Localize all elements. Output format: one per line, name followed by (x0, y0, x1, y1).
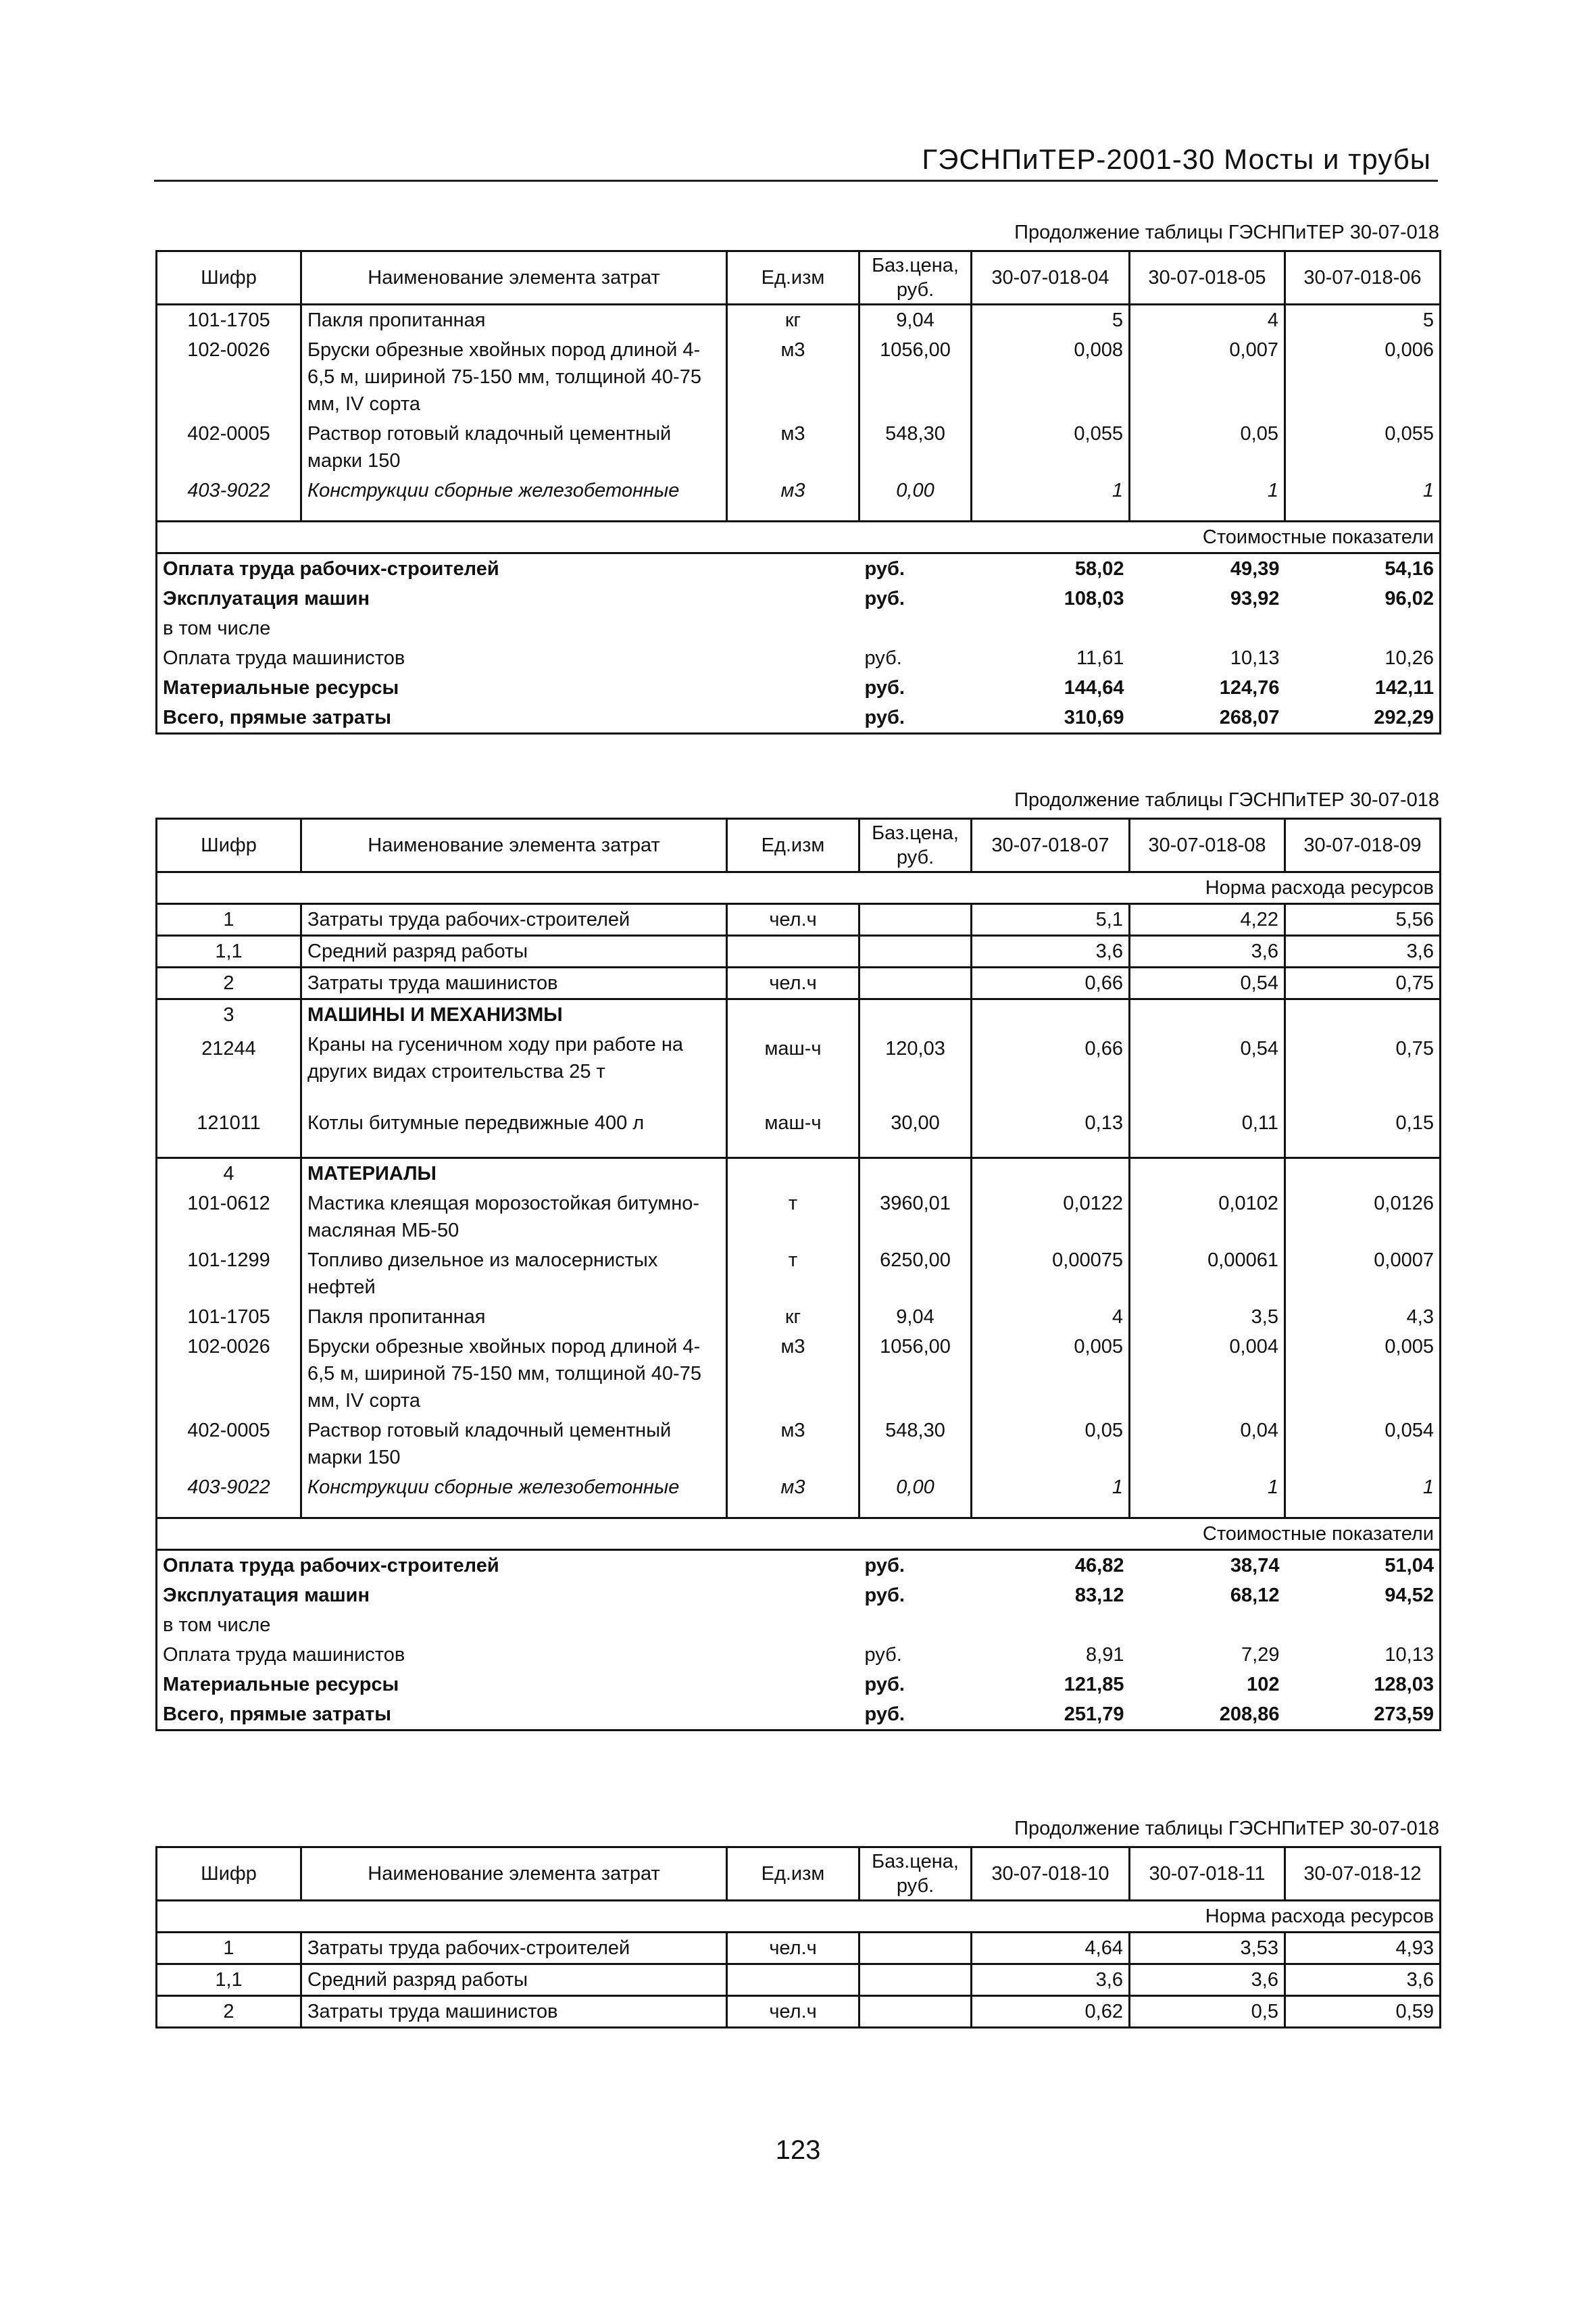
col-code-05-header: 30-07-018-05 (1130, 251, 1285, 305)
cost-value-3: 10,26 (1385, 647, 1434, 669)
row-name: Затраты труда рабочих-строителей (301, 1933, 727, 1964)
row-value-1: 0,005 (972, 1332, 1130, 1416)
row-unit: кг (727, 1302, 859, 1332)
row-value-2: 0,11 (1130, 1087, 1285, 1158)
cost-value-2: 10,13 (1230, 647, 1280, 669)
row-code: 402-0005 (157, 1416, 301, 1472)
labor-row (157, 1996, 1441, 2028)
row-value-3: 0,005 (1285, 1332, 1441, 1416)
row-unit: м3 (727, 419, 859, 476)
row-value-3: 3,6 (1285, 936, 1441, 968)
row-value-2: 3,5 (1130, 1302, 1285, 1332)
row-price (859, 1933, 972, 1964)
table-header-row (157, 251, 1441, 305)
row-value-3: 4,3 (1285, 1302, 1441, 1332)
row-name: Затраты труда машинистов (301, 1996, 727, 2028)
cost-value-3: 10,13 (1385, 1644, 1434, 1666)
cost-value-3: 292,29 (1374, 707, 1434, 728)
machines-section-row (157, 999, 1441, 1030)
row-name: Затраты труда машинистов (301, 968, 727, 999)
col-price-header: Баз.цена, руб. (859, 819, 972, 872)
row-value-2: 3,6 (1130, 936, 1285, 968)
col-code-11-header: 30-07-018-11 (1130, 1847, 1285, 1901)
row-value-3: 3,6 (1285, 1964, 1441, 1996)
row-price: 30,00 (859, 1087, 972, 1158)
row-value-1: 3,6 (972, 936, 1130, 968)
table-row (157, 1332, 1441, 1416)
table-row (157, 1302, 1441, 1332)
row-value-3: 0,75 (1285, 968, 1441, 999)
cost-unit: руб. (864, 677, 905, 699)
table-row (157, 335, 1441, 419)
table-row (157, 476, 1441, 522)
row-unit: кг (727, 305, 859, 336)
row-value-3: 0,15 (1285, 1087, 1441, 1158)
cost-value-1: 8,91 (1086, 1644, 1124, 1666)
row-code: 2 (157, 968, 301, 999)
cost-row (157, 1580, 1441, 1610)
cost-unit: руб. (864, 558, 905, 580)
row-unit: чел.ч (727, 1933, 859, 1964)
table-row (157, 1087, 1441, 1158)
row-name: Средний разряд работы (301, 1964, 727, 1996)
row-code: 102-0026 (157, 1332, 301, 1416)
row-price: 0,00 (859, 1472, 972, 1518)
row-unit: м3 (727, 1472, 859, 1518)
row-value-2: 3,6 (1130, 1964, 1285, 1996)
row-value-3: 0,0007 (1285, 1245, 1441, 1302)
table-header-row (157, 1847, 1441, 1901)
row-value-3: 0,0126 (1285, 1189, 1441, 1245)
row-value-1: 0,055 (972, 419, 1130, 476)
row-value-1: 4,64 (972, 1933, 1130, 1964)
row-price: 1056,00 (859, 335, 972, 419)
cost-value-1 (972, 1610, 1130, 1640)
cost-value-2: 7,29 (1241, 1644, 1280, 1666)
cost-unit: руб. (864, 588, 905, 609)
cost-unit: руб. (864, 707, 905, 728)
row-price: 548,30 (859, 1416, 972, 1472)
row-unit (727, 936, 859, 968)
table-row (157, 305, 1441, 336)
cost-label: Материальные ресурсы (163, 677, 399, 699)
table-row (157, 419, 1441, 476)
row-name: Конструкции сборные железобетонные (301, 1472, 727, 1518)
row-name: Затраты труда рабочих-строителей (301, 904, 727, 936)
row-value-1: 5,1 (972, 904, 1130, 936)
row-value-2: 0,0102 (1130, 1189, 1285, 1245)
labor-row (157, 936, 1441, 968)
cost-value-2: 208,86 (1219, 1703, 1280, 1725)
row-value-2: 0,54 (1130, 1030, 1285, 1087)
row-code: 101-0612 (157, 1189, 301, 1245)
cost-value-3: 142,11 (1374, 677, 1434, 699)
row-code: 101-1299 (157, 1245, 301, 1302)
row-unit: м3 (727, 1332, 859, 1416)
cost-row (157, 1640, 1441, 1670)
row-price: 6250,00 (859, 1245, 972, 1302)
materials-section-row (157, 1158, 1441, 1189)
page-number: 123 (775, 2135, 821, 2165)
table-row (157, 1416, 1441, 1472)
row-unit: т (727, 1189, 859, 1245)
cost-unit (859, 614, 972, 643)
cost-value-3: 273,59 (1374, 1703, 1434, 1725)
row-value-2: 0,004 (1130, 1332, 1285, 1416)
cost-indicators-heading: Стоимостные показатели (157, 1518, 1441, 1550)
row-unit: чел.ч (727, 1996, 859, 2028)
cost-value-2: 38,74 (1230, 1555, 1280, 1576)
cost-label: Оплата труда рабочих-строителей (163, 558, 499, 580)
col-code-06-header: 30-07-018-06 (1285, 251, 1441, 305)
row-value-1: 0,05 (972, 1416, 1130, 1472)
row-price (859, 936, 972, 968)
cost-row (157, 703, 1441, 734)
cost-row (157, 673, 1441, 703)
cost-value-3: 94,52 (1385, 1585, 1434, 1606)
row-value-1: 4 (972, 1302, 1130, 1332)
row-unit: чел.ч (727, 968, 859, 999)
table-row (157, 1472, 1441, 1518)
row-value-1: 0,00075 (972, 1245, 1130, 1302)
row-code: 1 (157, 904, 301, 936)
cost-value-1: 144,64 (1064, 677, 1124, 699)
row-value-2: 0,04 (1130, 1416, 1285, 1472)
row-value-2: 4 (1130, 305, 1285, 336)
col-price-header: Баз.цена, руб. (859, 1847, 972, 1901)
cost-value-1: 11,61 (1076, 647, 1124, 669)
row-value-1: 3,6 (972, 1964, 1130, 1996)
col-code-08-header: 30-07-018-08 (1130, 819, 1285, 872)
row-name: Пакля пропитанная (301, 1302, 727, 1332)
row-value-3: 5,56 (1285, 904, 1441, 936)
cost-value-1: 251,79 (1064, 1703, 1124, 1725)
row-code: 121011 (157, 1087, 301, 1158)
row-price (859, 904, 972, 936)
row-unit: т (727, 1245, 859, 1302)
section-heading-row (157, 1518, 1441, 1550)
cost-label: в том числе (163, 618, 271, 639)
row-unit: м3 (727, 335, 859, 419)
cost-label: Оплата труда рабочих-строителей (163, 1555, 499, 1576)
row-value-3: 1 (1285, 1472, 1441, 1518)
row-code: 402-0005 (157, 419, 301, 476)
norm-heading: Норма расхода ресурсов (157, 1901, 1441, 1933)
row-name: Конструкции сборные железобетонные (301, 476, 727, 522)
cost-unit: руб. (864, 1555, 905, 1576)
row-unit: маш-ч (727, 1030, 859, 1087)
cost-value-1: 46,82 (1074, 1555, 1124, 1576)
row-unit: маш-ч (727, 1087, 859, 1158)
row-value-1: 1 (972, 476, 1130, 522)
row-value-3: 5 (1285, 305, 1441, 336)
cost-row (157, 1610, 1441, 1640)
continuation-caption: Продолжение таблицы ГЭСНПиТЕР 30-07-018 (1014, 222, 1439, 243)
row-price: 0,00 (859, 476, 972, 522)
row-name: Бруски обрезные хвойных пород длиной 4-6,5 м, шириной 75-150 мм, толщиной 40-75 мм, IV сорта (301, 335, 727, 419)
table-header-row (157, 819, 1441, 872)
cost-indicators-heading: Стоимостные показатели (157, 522, 1441, 553)
col-name-header: Наименование элемента затрат (301, 251, 727, 305)
row-value-1: 1 (972, 1472, 1130, 1518)
header-title: ГЭСНПиТЕР-2001-30 Мосты и трубы (922, 143, 1431, 175)
row-name: Раствор готовый кладочный цементный марки 150 (301, 419, 727, 476)
cost-value-2 (1130, 1610, 1285, 1640)
norm-heading: Норма расхода ресурсов (157, 872, 1441, 904)
col-code-12-header: 30-07-018-12 (1285, 1847, 1441, 1901)
cost-unit: руб. (864, 647, 902, 669)
row-unit: м3 (727, 476, 859, 522)
row-value-2: 4,22 (1130, 904, 1285, 936)
cost-row (157, 1699, 1441, 1731)
row-value-3: 0,75 (1285, 1030, 1441, 1087)
row-price: 9,04 (859, 305, 972, 336)
col-code-07-header: 30-07-018-07 (972, 819, 1130, 872)
row-value-1: 0,62 (972, 1996, 1130, 2028)
row-name: Пакля пропитанная (301, 305, 727, 336)
section-heading-row (157, 1901, 1441, 1933)
row-code: 1 (157, 1933, 301, 1964)
cost-unit: руб. (864, 1585, 905, 1606)
cost-value-1: 83,12 (1074, 1585, 1124, 1606)
cost-value-2 (1130, 614, 1285, 643)
row-value-3: 0,006 (1285, 335, 1441, 419)
table-row (157, 1189, 1441, 1245)
row-value-2: 3,53 (1130, 1933, 1285, 1964)
row-unit (727, 1964, 859, 1996)
running-header (154, 132, 1438, 182)
row-value-2: 0,54 (1130, 968, 1285, 999)
col-code-10-header: 30-07-018-10 (972, 1847, 1130, 1901)
cost-value-2: 93,92 (1230, 588, 1280, 609)
row-name: Средний разряд работы (301, 936, 727, 968)
row-value-2: 0,5 (1130, 1996, 1285, 2028)
cost-row (157, 643, 1441, 673)
cost-unit: руб. (864, 1703, 905, 1725)
row-name: Раствор готовый кладочный цементный марки 150 (301, 1416, 727, 1472)
row-value-3: 0,59 (1285, 1996, 1441, 2028)
row-unit: чел.ч (727, 904, 859, 936)
table-row (157, 1030, 1441, 1087)
cost-label: Всего, прямые затраты (163, 1703, 392, 1725)
row-value-2: 0,05 (1130, 419, 1285, 476)
row-price: 548,30 (859, 419, 972, 476)
cost-unit (859, 1610, 972, 1640)
row-value-1: 5 (972, 305, 1130, 336)
resource-table-1 (155, 250, 1441, 735)
cost-label: Оплата труда машинистов (163, 1644, 405, 1666)
labor-row (157, 968, 1441, 999)
row-value-1: 0,66 (972, 1030, 1130, 1087)
cost-value-1: 58,02 (1074, 558, 1124, 580)
col-name-header: Наименование элемента затрат (301, 1847, 727, 1901)
cost-value-2: 268,07 (1219, 707, 1280, 728)
section-code: 4 (157, 1158, 301, 1189)
row-value-1: 0,13 (972, 1087, 1130, 1158)
col-code-header: Шифр (157, 819, 301, 872)
cost-value-2: 124,76 (1219, 677, 1280, 699)
table-row (157, 1245, 1441, 1302)
cost-label: Материальные ресурсы (163, 1674, 399, 1695)
resource-table-2 (155, 818, 1441, 1731)
cost-unit: руб. (864, 1674, 905, 1695)
cost-value-3: 128,03 (1374, 1674, 1434, 1695)
cost-value-3 (1285, 1610, 1441, 1640)
row-name: Топливо дизельное из малосернистых нефтей (301, 1245, 727, 1302)
row-code: 101-1705 (157, 1302, 301, 1332)
row-value-2: 0,00061 (1130, 1245, 1285, 1302)
row-price: 1056,00 (859, 1332, 972, 1416)
row-value-2: 0,007 (1130, 335, 1285, 419)
cost-value-2: 68,12 (1230, 1585, 1280, 1606)
row-name: Мастика клеящая морозостойкая битумно-масляная МБ-50 (301, 1189, 727, 1245)
row-code: 1,1 (157, 936, 301, 968)
cost-label: Эксплуатация машин (163, 588, 370, 609)
row-value-1: 0,66 (972, 968, 1130, 999)
col-name-header: Наименование элемента затрат (301, 819, 727, 872)
cost-value-2: 49,39 (1230, 558, 1280, 580)
row-value-1: 0,008 (972, 335, 1130, 419)
cost-unit: руб. (864, 1644, 902, 1666)
row-name: Бруски обрезные хвойных пород длиной 4-6,5 м, шириной 75-150 мм, толщиной 40-75 мм, IV сорта (301, 1332, 727, 1416)
row-value-3: 4,93 (1285, 1933, 1441, 1964)
row-price: 3960,01 (859, 1189, 972, 1245)
row-code: 102-0026 (157, 335, 301, 419)
cost-label: Всего, прямые затраты (163, 707, 392, 728)
cost-value-1: 121,85 (1064, 1674, 1124, 1695)
row-name: Котлы битумные передвижные 400 л (301, 1087, 727, 1158)
continuation-caption: Продолжение таблицы ГЭСНПиТЕР 30-07-018 (1014, 789, 1439, 811)
labor-row (157, 904, 1441, 936)
row-price: 9,04 (859, 1302, 972, 1332)
row-value-2: 1 (1130, 476, 1285, 522)
labor-row (157, 1964, 1441, 1996)
col-unit-header: Ед.изм (727, 819, 859, 872)
row-code: 21244 (157, 1030, 301, 1087)
cost-label: Эксплуатация машин (163, 1585, 370, 1606)
cost-value-1: 108,03 (1064, 588, 1124, 609)
row-value-1: 0,0122 (972, 1189, 1130, 1245)
row-code: 403-9022 (157, 476, 301, 522)
section-code: 3 (157, 999, 301, 1030)
cost-value-1 (972, 614, 1130, 643)
cost-value-3: 51,04 (1385, 1555, 1434, 1576)
col-unit-header: Ед.изм (727, 251, 859, 305)
row-code: 403-9022 (157, 1472, 301, 1518)
cost-row (157, 1550, 1441, 1581)
col-code-header: Шифр (157, 251, 301, 305)
col-code-header: Шифр (157, 1847, 301, 1901)
cost-value-3 (1285, 614, 1441, 643)
row-code: 101-1705 (157, 305, 301, 336)
row-price (859, 968, 972, 999)
cost-row (157, 1670, 1441, 1699)
cost-label: в том числе (163, 1614, 271, 1636)
continuation-caption: Продолжение таблицы ГЭСНПиТЕР 30-07-018 (1014, 1818, 1439, 1839)
row-code: 1,1 (157, 1964, 301, 1996)
row-price (859, 1996, 972, 2028)
row-name: Краны на гусеничном ходу при работе на других видах строительства 25 т (301, 1030, 727, 1087)
cost-row (157, 614, 1441, 643)
section-title: МАШИНЫ И МЕХАНИЗМЫ (301, 999, 727, 1030)
col-unit-header: Ед.изм (727, 1847, 859, 1901)
col-code-04-header: 30-07-018-04 (972, 251, 1130, 305)
cost-value-2: 102 (1247, 1674, 1280, 1695)
cost-row (157, 584, 1441, 614)
row-unit: м3 (727, 1416, 859, 1472)
cost-value-3: 96,02 (1385, 588, 1434, 609)
section-heading-row (157, 872, 1441, 904)
cost-value-3: 54,16 (1385, 558, 1434, 580)
row-value-3: 0,055 (1285, 419, 1441, 476)
row-value-2: 1 (1130, 1472, 1285, 1518)
col-code-09-header: 30-07-018-09 (1285, 819, 1441, 872)
section-title: МАТЕРИАЛЫ (301, 1158, 727, 1189)
cost-value-1: 310,69 (1064, 707, 1124, 728)
labor-row (157, 1933, 1441, 1964)
section-heading-row (157, 522, 1441, 553)
row-value-3: 0,054 (1285, 1416, 1441, 1472)
row-value-3: 1 (1285, 476, 1441, 522)
col-price-header: Баз.цена, руб. (859, 251, 972, 305)
row-price (859, 1964, 972, 1996)
cost-label: Оплата труда машинистов (163, 647, 405, 669)
cost-row (157, 553, 1441, 584)
resource-table-3 (155, 1846, 1441, 2028)
row-code: 2 (157, 1996, 301, 2028)
row-price: 120,03 (859, 1030, 972, 1087)
